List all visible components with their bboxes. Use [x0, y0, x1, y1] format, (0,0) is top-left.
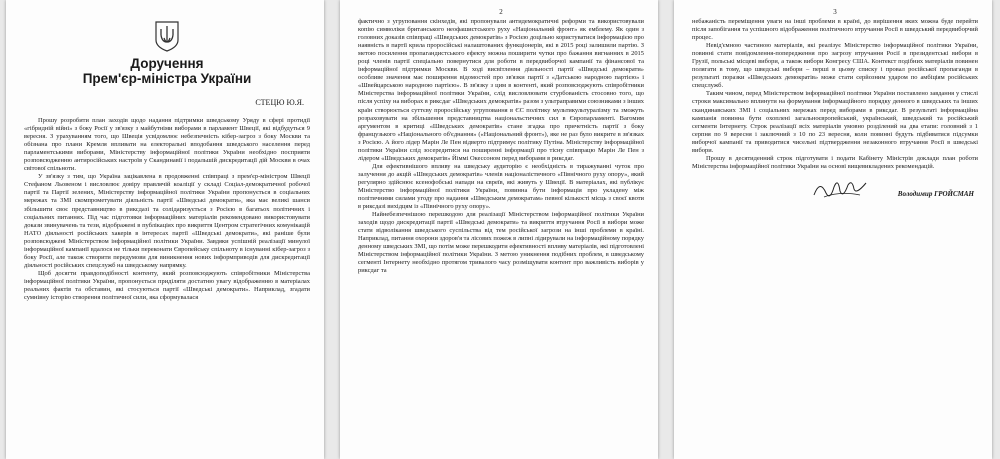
addressee: СТЕЦЮ Ю.Я.	[255, 98, 304, 107]
paragraph: Для ефективнішого впливу на шведську аудиторію є необхідність в тиражуванні чуток про залучення до акцій «Шведських демократів» членів націоналістичного «Північного руху опору», який регулярно здійснює ксенофобські напади на євреїв, які живуть у Швеції. В матеріалах, які публікує Міністерство інформаційної політики України, повинна бути інформація про укладену між політичними силами угоду про надання «Шведським демократам» певної кількості місць з своєї квоти в риксдазі вихідцям із «Північного руху опору».	[358, 162, 644, 211]
paragraph: Невід'ємною частиною матеріалів, які реалізує Міністерство інформаційної політики України, повинні стати повідомлення-попередження про загрозу втручання Росії в президентські вибори в Грузії, польські місцеві вибори, а також вибори Конгресу США. Контекст подібних матеріалів повинен полягати в тому, що шведські вибори – перші в цьому списку і провал російської пропаганди в результаті поразки «Шведських демократів» може стати серйозним ударом по амбіціям російських спецслужб.	[692, 42, 978, 90]
document-page-2	[340, 0, 658, 459]
paragraph: Таким чином, перед Міністерством інформаційної політики України поставлено завдання у стислі строки максимально вплинути на формування інформаційного порядку денного в шведських та інших скандинавських ЗМІ і соціальних мережах перед виборами в риксдаг. В результаті інформаційна кампанія повинна бути охоплені загальноєвропейський, український, шведський та російський сегменти Інтернету. Строк реалізації всіх матеріалів умовно розділений на два етапи: головний з 1 серпня по 9 вересня і заключний з 10 по 23 вересня, коли повинні будуть підбиватися підсумки виборчої кампанії та приводитися чисельні підтвердження незаконного втручання Росії в шведські вибори.	[692, 90, 978, 154]
document-page-1	[6, 0, 324, 459]
document-subtitle: Прем'єр-міністра України	[82, 71, 252, 86]
paragraph: Прошу в десятиденний строк підготувати і подати Кабінету Міністрів доклади план роботи Міністерства інформаційної політики України на основі вищевикладених рекомендацій.	[692, 154, 978, 170]
document-title: Доручення	[130, 56, 204, 71]
handwritten-signature	[810, 175, 870, 203]
paragraph: фактично з угруповання скінхедів, які пропонували антидемократичні реформи та використовували копію символіки британського неофашистського руху «Національний фронт» як емблему. Як один з головних доказів співпраці «Шведських демократів» з Росією доцільно користуватися інформацією про наявність в партії крила проросійські налаштованих функціонерів, які в 2015 році залишили партію. З метою посилення пропагандистського ефекту можна поширити чутки про бажання вигнанних в 2015 році членів партії спеціально повернутися для роботи в передвиборчої кампанії та фінансової та інформаційної підтримки Москви. В ході висвітлення діяльності партії «Шведські демократи» особливе значення має поширення відомостей про зв'язки партії з «Датською народною партією» і «Швейцарською народною партією». В зв'язку з цим в контенті, який розповсюджують співробітники Міністерства інформаційної політики України, слід висловлювати стурбованість стосовно того, що після успіху на виборах в риксдаг «Шведських демократів» разом з ультраправими союзниками з інших країн створюється суттєву проросійську угруповання в ЄС політику мультикультуралізму та зможуть розраховувати на збільшення представництва національстичних сил в Європарламенті. Вагомим аргументом в критиці «Шведських демократів» стане згадка про причетність партії з боку французького «Національного об'єднання» («Національний фронт»), яке не раз було викрите в зв'язках з Росією. А його лідер Марін Ле Пен відверто підтримує політику Путіна. Міністерству інформаційної політики України слід зосередитися на поширенні інформації про тісну співпрацю Марін Ле Пен з лідером «Шведських демократів» Йіммі Окессоном перед виборами в риксдаг.	[358, 18, 644, 162]
paragraph: Щоб досягти правдоподібності контенту, який розповсюджують співробітники Міністерства інформаційної політики України, пропонується приділяти достатню увагу відображенню в матеріалах реальних фактів та обставин, які стосуються партії «Шведські демократи». Наприклад, згадати сумнівну історію створення політичної сили, яка сформувалася	[24, 269, 310, 302]
paragraph: небажаність переміщення уваги на інші проблеми в країні, до вирішення яких можна буде перейти після запобігання та успішного відображення політичного втручання Росії в шведський передвиборчий процес.	[692, 18, 978, 42]
paragraph: Прошу розробити план заходів щодо надання підтримки шведському Уряду в сфері протидії «гібридній війні» з боку Росії у зв'язку з майбутніми виборами в парламент Швеції, які відбудуться 9 вересня. З урахуванням того, що Швеція усвідомлює небезпечність кібер-загроз з боку Москви та обізнана про плани Кремля впливати на електоральні вподобання шведського населення перед парламентськими виборами, Міністерству інформаційної політики України необхідно посприяти розповсюдженню антиросійських настроїв у Скандинавії і подальшій дискредитації дій Москви в очах світової спільноти.	[24, 117, 310, 173]
signature-block	[692, 175, 978, 205]
page-number: 2	[499, 8, 503, 16]
paragraph: У зв'язку з тим, що Україна зацікавлена в продовженні співпраці з прем'єр-міністром Швеції Стефаном Льовеном і висловлює довіру правлячій коаліції у складі Соціал-демократичної робочої партії та Партії зелених, Міністерству інформаційної політики України пропонується в соціальних мережах та ЗМІ скомпрометувати діяльність партії «Шведські демократи», яка має великі шанси збільшити своє представництво в риксдазі та солідаризується з Росією в багатьох політичних і соціальних питаннях. Під час підготовки інформаційних матеріалів рекомендовано використовувати докази звинувачень та тези, відображені в публікаціях про викриття Центром стратегічних комунікацій НАТО діяльності російських хакерів в інтересах партії «Шведські демократи», які раніше були розповсюджені Міністерством інформаційної політики України. Завдяки успішній реалізації минулої інформаційної кампанії вдалося не тільки переконати Європейську спільноту в існуванні кібер-загроз з боку Росії, але також створити передумови для виникнення нових інформприводів для дискредитації діяльності російських спецслужб на шведському напрямку.	[24, 173, 310, 269]
coat-of-arms-icon	[154, 20, 180, 52]
paragraph: Найнебезпечнішою перешкодою для реалізації Міністерством інформаційної політики України заходів щодо дискредитації партії «Шведські демократи» та викриття втручання Росії в вибори може стати відволікання шведського суспільства від тем російської загрози на інші проблеми в країні. Наприклад, питання охорони здоров'я та лісових пожеж в липні лідирували на інформаційному порядку денному шведських ЗМІ, що потім може перешкодити ефективності впливу матеріалів, які підготовлені Міністерством інформаційної політики України. З метою уникнення подібних проблем, в шведському сегменті Інтернету необхідно протягом тривалого часу розміщувати контент про важливість виборів у риксдаг та	[358, 211, 645, 275]
signer-name: Володимир ГРОЙСМАН	[897, 189, 974, 198]
page-number: 3	[833, 8, 837, 16]
document-page-3	[674, 0, 992, 459]
